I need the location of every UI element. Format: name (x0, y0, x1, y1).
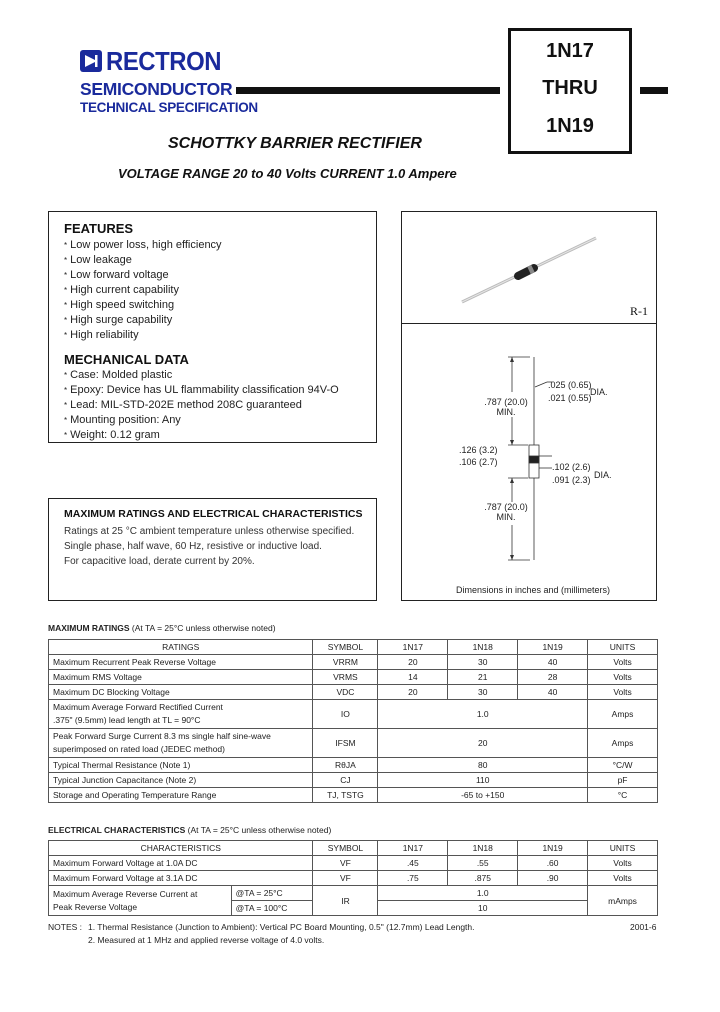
dim-body-length-b: .106 (2.7) (459, 457, 498, 467)
note-2: 2. Measured at 1 MHz and applied reverse voltage of 4.0 volts. (88, 935, 325, 945)
tech-spec-label: TECHNICAL SPECIFICATION (80, 100, 258, 115)
feature-item: * Low leakage (64, 254, 132, 266)
document-date: 2001-6 (630, 922, 657, 932)
mechanical-item: * Lead: MIL-STD-202E method 208C guaranteed (64, 399, 302, 411)
package-name: R-1 (630, 304, 648, 318)
note-1: 1. Thermal Resistance (Junction to Ambient): Vertical PC Board Mounting, 0.5" (12.7mm) Lead Length. (88, 922, 475, 932)
table-row: Storage and Operating Temperature Range TJ, TSTG -65 to +150 °C (49, 788, 658, 803)
feature-item: * Low power loss, high efficiency (64, 239, 222, 251)
table-row: Typical Thermal Resistance (Note 1) RθJA 80 °C/W (49, 758, 658, 773)
ratings-note-line: Ratings at 25 °C ambient temperature unless otherwise specified. (64, 526, 355, 537)
table-row: @TA = 100°C 10 (49, 901, 658, 916)
table-row: Maximum Average Reverse Current at Peak Reverse Voltage @TA = 25°C IR 1.0 mAmps (49, 886, 658, 901)
max-ratings-table (48, 639, 658, 803)
features-list (64, 238, 222, 343)
part-number-box (508, 28, 632, 154)
dim-lead-length-top: .787 (20.0) MIN. (484, 397, 528, 417)
rectron-logo-icon (80, 50, 102, 72)
dim-body-length-a: .126 (3.2) (459, 445, 498, 455)
page-subtitle: VOLTAGE RANGE 20 to 40 Volts CURRENT 1.0 Ampere (118, 166, 457, 181)
dim-lead-length-bottom: .787 (20.0) MIN. (484, 502, 528, 522)
mechanical-item: * Case: Molded plastic (64, 369, 173, 381)
ratings-note-heading: MAXIMUM RATINGS AND ELECTRICAL CHARACTERISTICS (64, 508, 363, 520)
dim-lead-diameter-b: .021 (0.55) (548, 393, 592, 403)
page-title: SCHOTTKY BARRIER RECTIFIER (168, 135, 422, 152)
brand-name: RECTRON (106, 46, 222, 76)
table-row: Typical Junction Capacitance (Note 2) CJ 110 pF (49, 773, 658, 788)
feature-item: * High reliability (64, 329, 139, 341)
dimensions-caption: Dimensions in inches and (millimeters) (456, 585, 611, 595)
max-ratings-caption: MAXIMUM RATINGS (At TA = 25°C unless otherwise noted) (48, 623, 276, 633)
features-heading: FEATURES (64, 221, 134, 236)
table-row: Maximum Recurrent Peak Reverse Voltage VRRM 20 30 40 Volts (49, 655, 658, 670)
feature-item: * High speed switching (64, 299, 175, 311)
elec-chars-caption: ELECTRICAL CHARACTERISTICS (At TA = 25°C unless otherwise noted) (48, 825, 332, 835)
mechanical-list (64, 368, 339, 443)
feature-item: * High surge capability (64, 314, 173, 326)
dim-lead-diameter-a: .025 (0.65) (548, 380, 592, 390)
elec-chars-table (48, 840, 658, 916)
table-row: Maximum RMS Voltage VRMS 14 21 28 Volts (49, 670, 658, 685)
part-number-thru: THRU (542, 77, 598, 99)
table-header-row: RATINGS SYMBOL 1N17 1N18 1N19 UNITS (49, 640, 658, 655)
mechanical-item: * Epoxy: Device has UL flammability classification 94V-O (64, 384, 339, 396)
semiconductor-label: SEMICONDUCTOR (80, 79, 236, 100)
notes-label: NOTES : (48, 922, 83, 932)
dim-lead-diameter-label: DIA. (590, 387, 608, 397)
package-drawing-box (401, 211, 657, 601)
ratings-note-line: For capacitive load, derate current by 20%. (64, 556, 255, 567)
ratings-note-lines (64, 524, 354, 569)
table-row: Maximum Forward Voltage at 1.0A DC VF .45 .55 .60 Volts (49, 856, 658, 871)
header-rule-right (640, 87, 668, 94)
part-number-end: 1N19 (546, 115, 594, 137)
dim-body-diameter-b: .091 (2.3) (552, 475, 591, 485)
table-header-row: CHARACTERISTICS SYMBOL 1N17 1N18 1N19 UNITS (49, 841, 658, 856)
table-row: Maximum Average Forward Rectified Current .375" (9.5mm) lead length at TL = 90°C IO 1.0 Amps (49, 700, 658, 729)
dim-body-diameter-label: DIA. (594, 470, 612, 480)
mechanical-item: * Weight: 0.12 gram (64, 429, 160, 441)
table-row: Maximum Forward Voltage at 3.1A DC VF .75 .875 .90 Volts (49, 871, 658, 886)
part-number-start: 1N17 (546, 40, 594, 62)
ratings-note-line: Single phase, half wave, 60 Hz, resistive or inductive load. (64, 541, 322, 552)
ratings-note-box (48, 498, 377, 601)
feature-item: * High current capability (64, 284, 179, 296)
feature-item: * Low forward voltage (64, 269, 169, 281)
mechanical-heading: MECHANICAL DATA (64, 352, 189, 367)
table-row: Maximum DC Blocking Voltage VDC 20 30 40 Volts (49, 685, 658, 700)
table-row: Peak Forward Surge Current 8.3 ms single half sine-wave superimposed on rated load (JEDEC method) IFSM 20 Amps (49, 729, 658, 758)
dim-body-diameter-a: .102 (2.6) (552, 462, 591, 472)
features-box (48, 211, 377, 443)
mechanical-item: * Mounting position: Any (64, 414, 181, 426)
